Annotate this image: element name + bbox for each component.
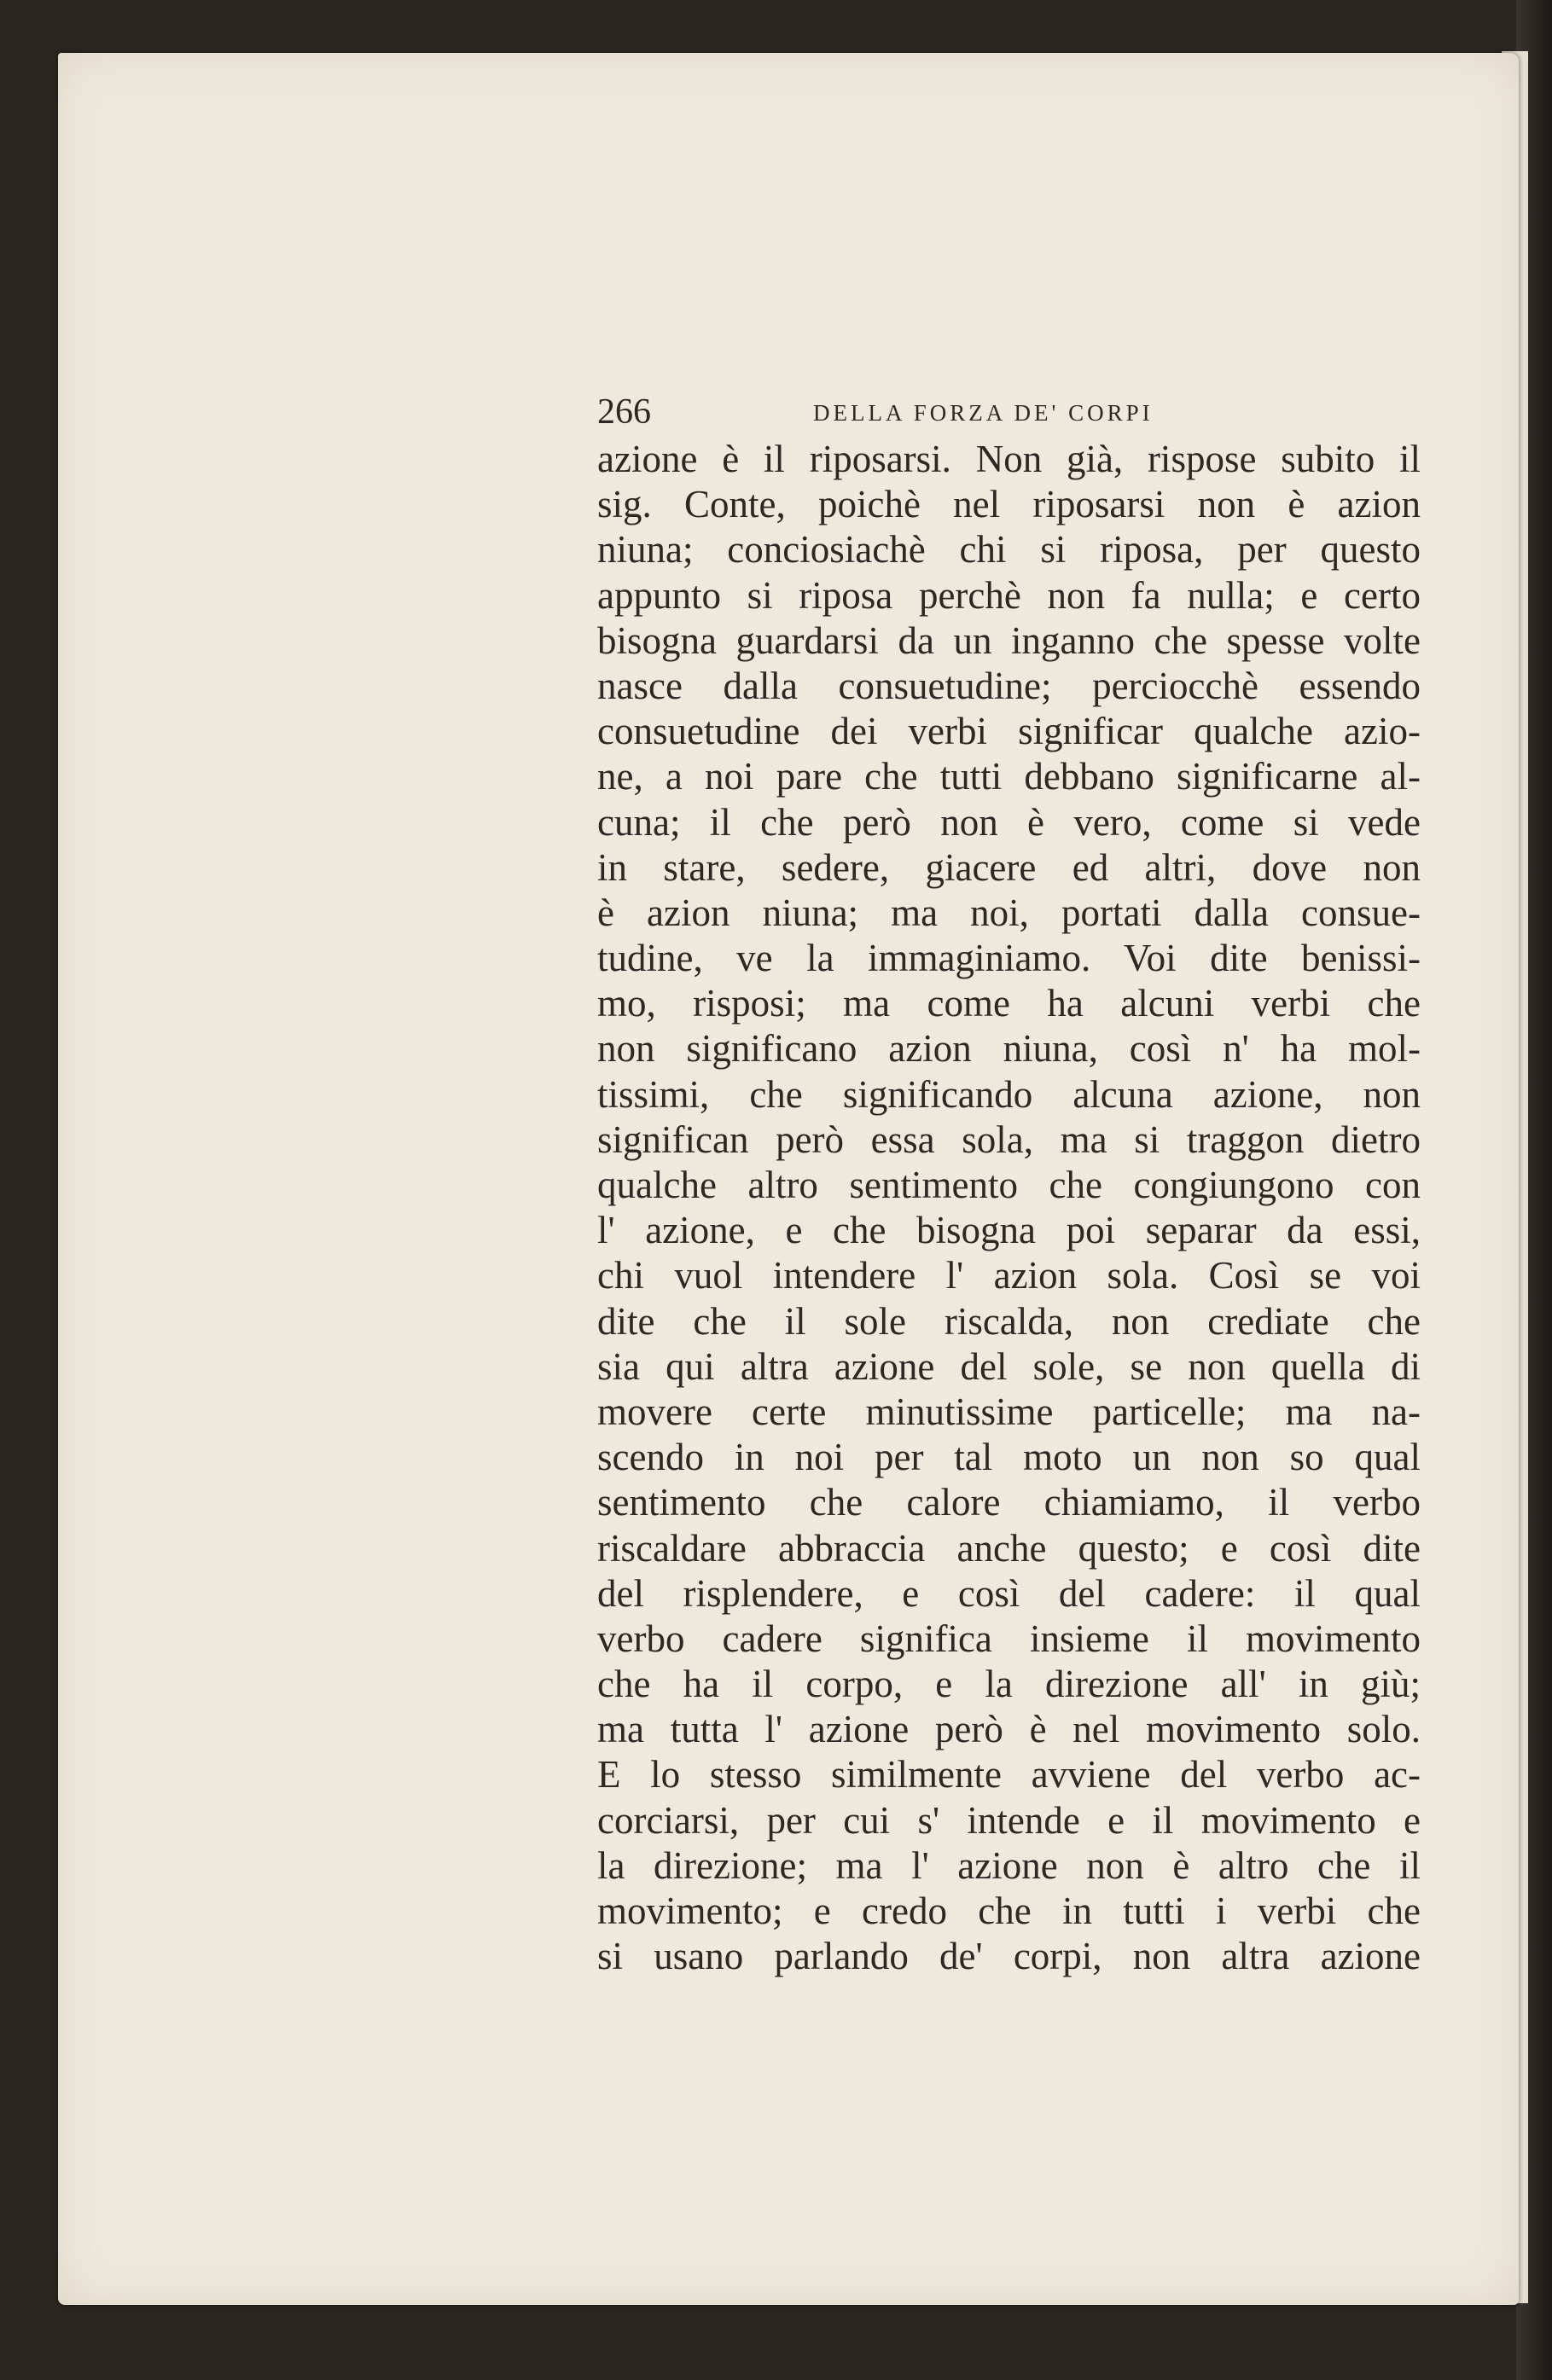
text-line: consuetudine dei verbi significar qualche azio- [597,710,1421,753]
text-line: significan però essa sola, ma si traggon dietro [597,1117,1421,1161]
text-line: azione è il riposarsi. Non già, rispose subito il [597,438,1421,480]
text-line: E lo stesso similmente avviene del verbo ac- [597,1753,1421,1797]
text-line: ne, a noi pare che tutti debbano significarne al- [597,755,1421,798]
text-line: la direzione; ma l' azione non è altro che il [597,1843,1421,1887]
text-line: corciarsi, per cui s' intende e il movimento e [597,1798,1421,1842]
text-line: sentimento che calore chiamiamo, il verbo [597,1481,1421,1524]
book-page [58,53,1519,2305]
text-line: niuna; conciosiachè chi si riposa, per questo [597,528,1421,572]
text-line: mo, risposi; ma come ha alcuni verbi che [597,982,1421,1025]
text-line: non significano azion niuna, così n' ha mol- [597,1027,1421,1071]
text-line: sig. Conte, poichè nel riposarsi non è azion [597,483,1421,526]
text-line: bisogna guardarsi da un inganno che spesse volte [597,618,1421,662]
page-header [597,387,1421,437]
body-text [597,437,1421,1979]
text-line: qualche altro sentimento che congiungono con [597,1164,1421,1206]
text-line: in stare, sedere, giacere ed altri, dove non [597,845,1421,889]
text-line: l' azione, e che bisogna poi separar da essi, [597,1209,1421,1252]
text-line: si usano parlando de' corpi, non altra azione [597,1935,1421,1978]
text-line: movimento; e credo che in tutti i verbi che [597,1889,1421,1932]
text-line: cuna; il che però non è vero, come si vede [597,800,1421,844]
text-line: movere certe minutissime particelle; ma na- [597,1390,1421,1433]
text-line: tudine, ve la immaginiamo. Voi dite benissi- [597,937,1421,980]
running-title: DELLA FORZA DE' CORPI [813,400,1154,426]
text-line: nasce dalla consuetudine; perciocchè essendo [597,664,1421,707]
text-line: ma tutta l' azione però è nel movimento solo. [597,1708,1421,1751]
text-line: sia qui altra azione del sole, se non quella di [597,1344,1421,1388]
text-line: chi vuol intendere l' azion sola. Così se voi [597,1254,1421,1297]
text-line: appunto si riposa perchè non fa nulla; e certo [597,573,1421,617]
text-line: tissimi, che significando alcuna azione, non [597,1072,1421,1116]
text-block [597,387,1421,1979]
text-line: è azion niuna; ma noi, portati dalla consue- [597,891,1421,934]
text-line: verbo cadere significa insieme il movimento [597,1617,1421,1660]
text-line: scendo in noi per tal moto un non so qual [597,1436,1421,1479]
text-line: dite che il sole riscalda, non crediate che [597,1299,1421,1343]
page-number: 266 [597,392,651,432]
text-line: del risplendere, e così del cadere: il qual [597,1571,1421,1615]
text-line: riscaldare abbraccia anche questo; e così dite [597,1526,1421,1570]
text-line: che ha il corpo, e la direzione all' in giù; [597,1663,1421,1706]
